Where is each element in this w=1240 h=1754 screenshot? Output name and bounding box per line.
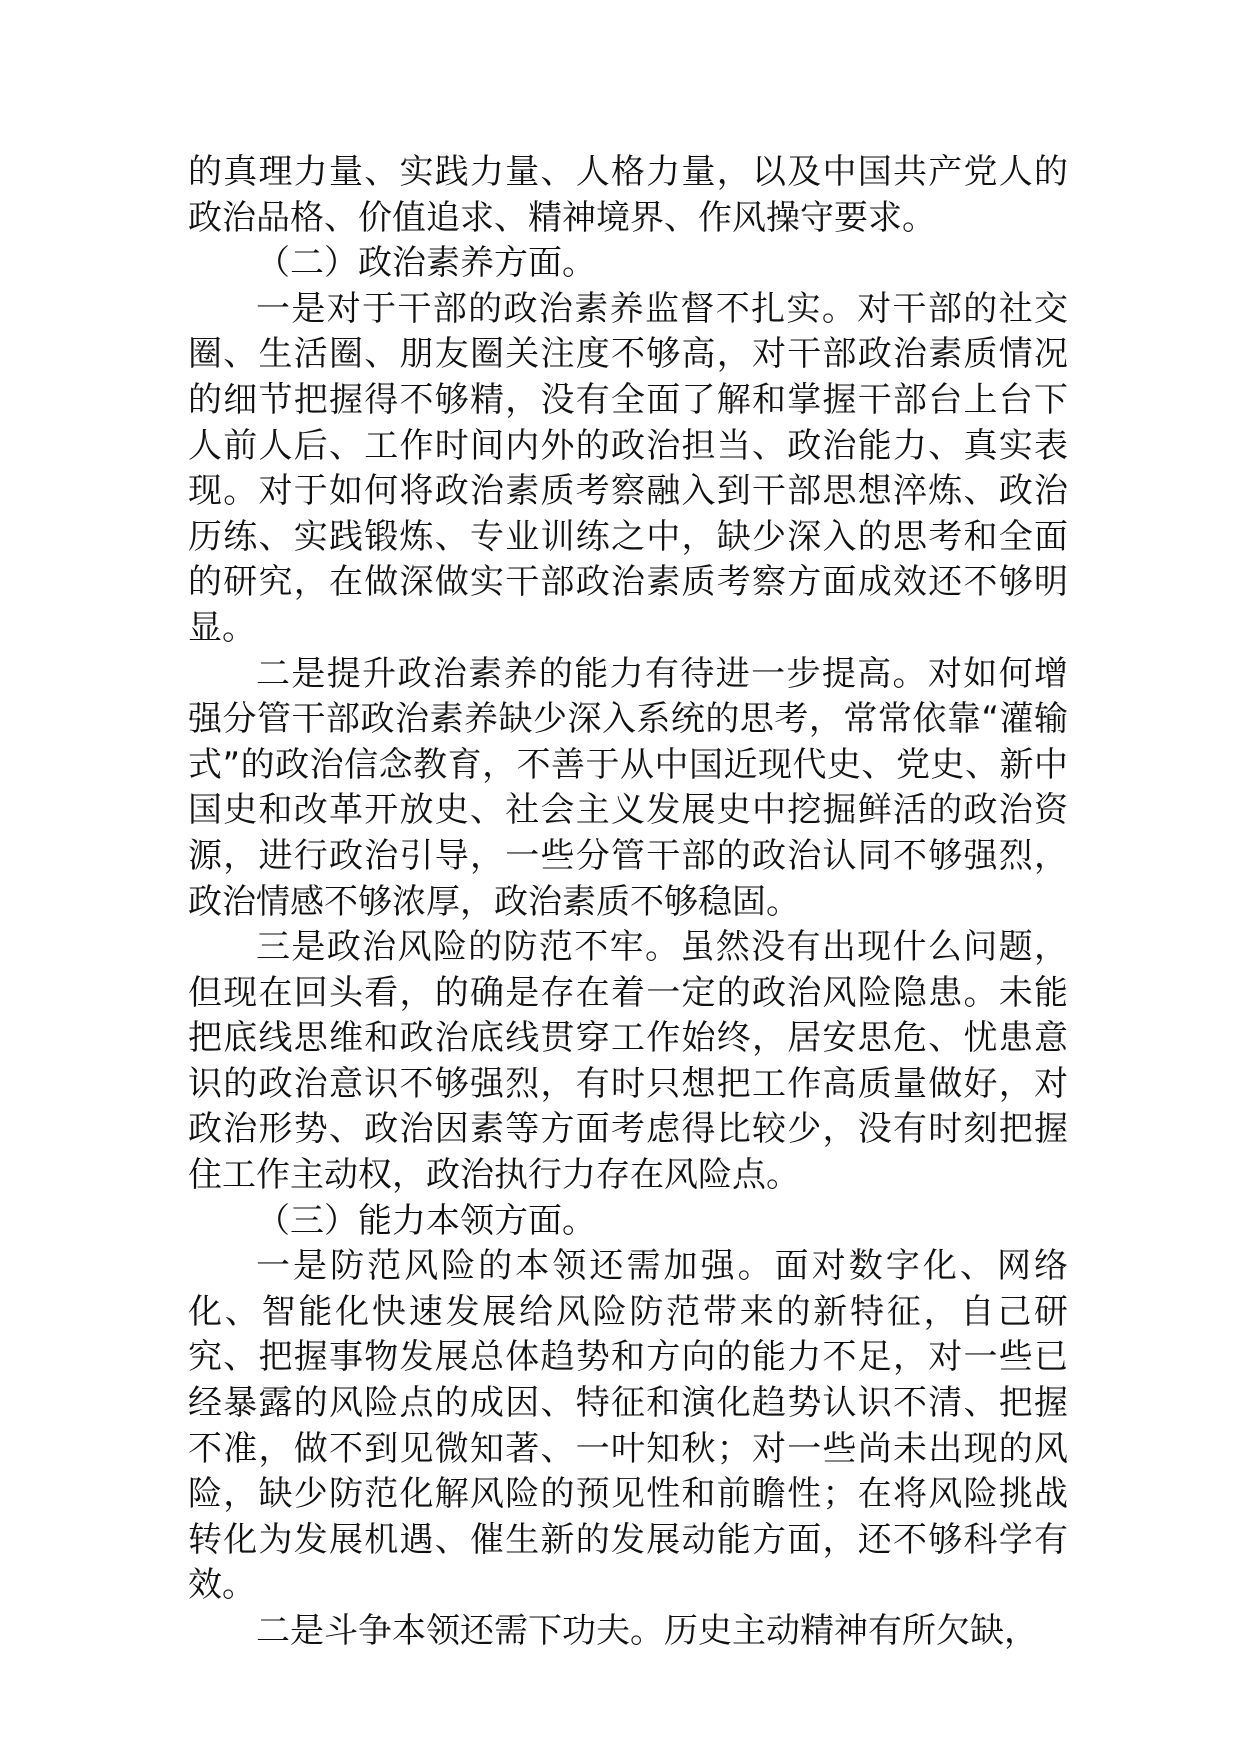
paragraph-risk-skills: 一是防范风险的本领还需加强。面对数字化、网络化、智能化快速发展给风险防范带来的新特征，自己研究、把握事物发展总体趋势和方向的能力不足，对一些已经暴露的风险点的成因、特征和演化趋势认识不清、把握不准，做不到见微知著、一叶知秋；对一些尚未出现的风险，缺少防范化解风险的预见性和前瞻性；在将风险挑战转化为发展机遇、催生新的发展动能方面，还不够科学有效。 <box>188 1246 1068 1606</box>
paragraph-risk-prevention: 三是政治风险的防范不牢。虽然没有出现什么问题，但现在回头看，的确是存在着一定的政治风险隐患。未能把底线思维和政治底线贯穿工作始终，居安思危、忧患意识的政治意识不够强烈，有时只想把工作高质量做好，对政治形势、政治因素等方面考虑得比较少，没有时刻把握住工作主动权，政治执行力存在风险点。 <box>188 927 1068 1196</box>
section-heading-capability: （三）能力本领方面。 <box>256 1200 596 1241</box>
paragraph-ability-improvement: 二是提升政治素养的能力有待进一步提高。对如何增强分管干部政治素养缺少深入系统的思考，常常依靠“灌输式”的政治信念教育，不善于从中国近现代史、党史、新中国史和改革开放史、社会主义发展史中挖掘鲜活的政治资源，进行政治引导，一些分管干部的政治认同不够强烈，政治情感不够浓厚，政治素质不够稳固。 <box>188 653 1068 922</box>
paragraph-struggle-skills: 二是斗争本领还需下功夫。历史主动精神有所欠缺， <box>256 1611 1038 1651</box>
section-heading-political-literacy: （二）政治素养方面。 <box>256 243 596 284</box>
paragraph-supervision: 一是对于干部的政治素养监督不扎实。对干部的社交圈、生活圈、朋友圈关注度不够高，对干部政治素质情况的细节把握得不够精，没有全面了解和掌握干部台上台下人前人后、工作时间内外的政治担当、政治能力、真实表现。对于如何将政治素质考察融入到干部思想淬炼、政治历练、实践锻炼、专业训练之中，缺少深入的思考和全面的研究，在做深做实干部政治素质考察方面成效还不够明显。 <box>188 288 1068 648</box>
document-body <box>188 150 1068 1655</box>
paragraph-continuation: 的真理力量、实践力量、人格力量，以及中国共产党人的政治品格、价值追求、精神境界、作风操守要求。 <box>188 152 1068 238</box>
